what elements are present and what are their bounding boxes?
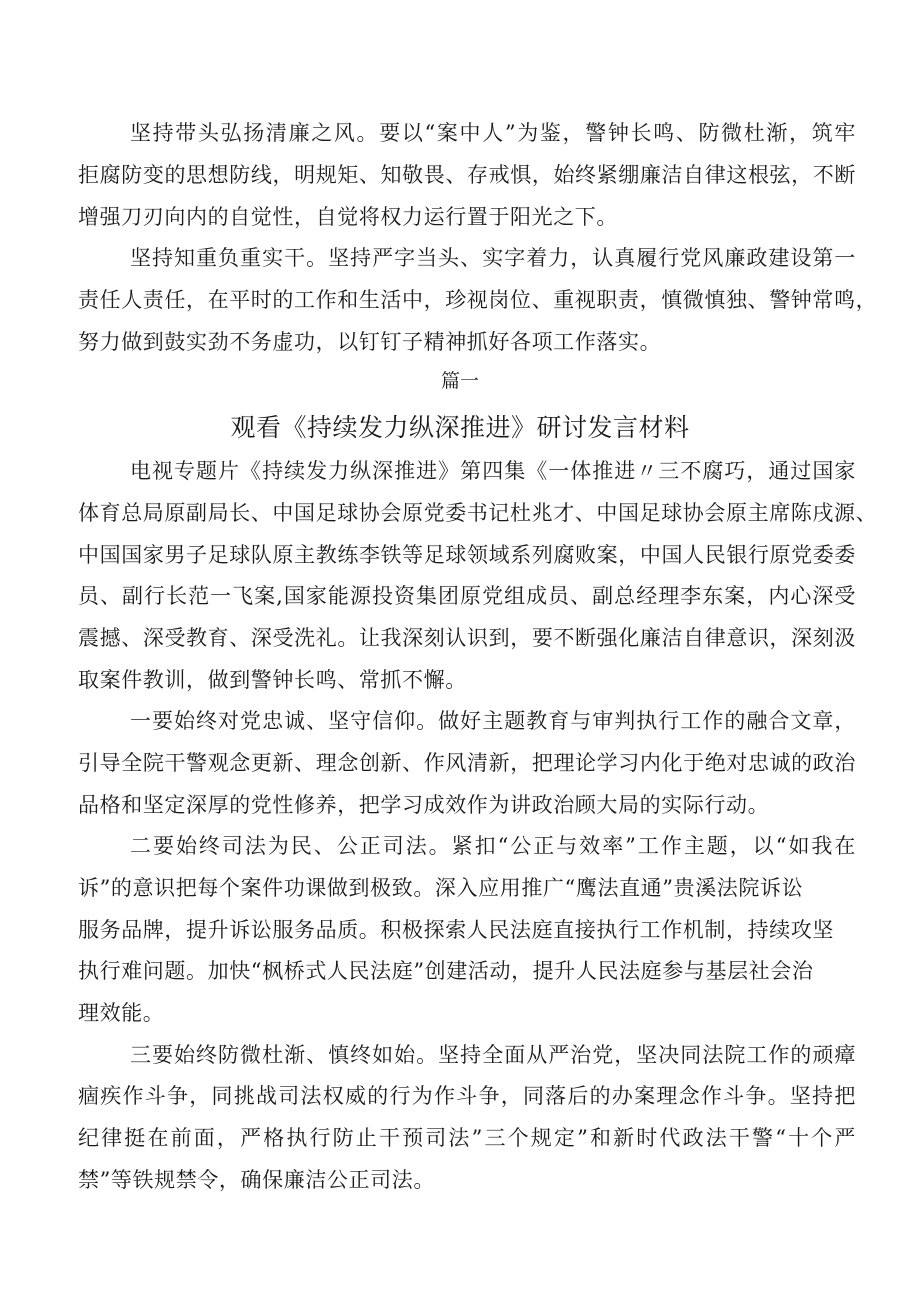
text-line: 禁”等铁规禁令，确保廉洁公正司法。 — [78, 1168, 435, 1192]
document-title: 观看《持续发力纵深推进》研讨发言材料 — [230, 413, 690, 442]
text-line: 增强刀刃向内的自觉性，自觉将权力运行置于阳光之下。 — [78, 205, 618, 229]
text-line: 服务品牌，提升诉讼服务品质。积极探索人民法庭直接执行工作机制，持续攻坚 — [78, 918, 834, 942]
text-line: 坚持知重负重实干。坚持严字当头、实字着力，认真履行党风廉政建设第一 — [130, 246, 856, 270]
text-line: 二要始终司法为民、公正司法。紧扣“公正与效率”工作主题，以“如我在 — [130, 834, 856, 858]
text-line: 引导全院干警观念更新、理念创新、作风清新，把理论学习内化于绝对忠诚的政治 — [78, 751, 856, 775]
text-line: 一要始终对党忠诚、坚守信仰。做好主题教育与审判执行工作的融合文章， — [130, 709, 856, 733]
text-line: 痼疾作斗争，同挑战司法权威的行为作斗争，同落后的办案理念作斗争。坚持把 — [78, 1084, 856, 1108]
text-line: 电视专题片《持续发力纵深推进》第四集《一体推进〃三不腐巧，通过国家 — [130, 459, 856, 483]
text-line: 诉”的意识把每个案件功课做到极致。深入应用推广“鹰法直通”贵溪法院诉讼 — [78, 876, 804, 900]
text-line: 努力做到鼓实劲不务虚功，以钉钉子精神抓好各项工作落实。 — [78, 330, 662, 354]
text-line: 理效能。 — [78, 1001, 165, 1025]
text-line: 员、副行长范一飞案,国家能源投资集团原党组成员、副总经理李东案，内心深受 — [78, 584, 856, 608]
text-line: 体育总局原副局长、中国足球协会原党委书记杜兆才、中国足球协会原主席陈戌源、 — [78, 501, 878, 525]
text-line: 责任人责任，在平时的工作和生活中，珍视岗位、重视职责，慎微慎独、警钟常鸣， — [78, 288, 878, 312]
text-line: 拒腐防变的思想防线，明规矩、知敬畏、存戒惧，始终紧绷廉洁自律这根弦，不断 — [78, 163, 856, 187]
text-line: 三要始终防微杜渐、慎终如始。坚持全面从严治党，坚决同法院工作的顽瘴 — [130, 1043, 856, 1067]
text-line: 纪律挺在前面，严格执行防止干预司法”三个规定”和新时代政法干警“十个严 — [78, 1126, 856, 1150]
text-line: 坚持带头弘扬清廉之风。要以“案中人”为鉴，警钟长鸣、防微杜渐，筑牢 — [130, 121, 856, 145]
text-line: 品格和坚定深厚的党性修养，把学习成效作为讲政治顾大局的实际行动。 — [78, 793, 770, 817]
text-line: 执行难问题。加快“枫桥式人民法庭”创建活动，提升人民法庭参与基层社会治 — [78, 959, 814, 983]
text-line: 中国国家男子足球队原主教练李铁等足球领域系列腐败案，中国人民银行原党委委 — [78, 543, 856, 567]
text-line: 取案件教训，做到警钟长鸣、常抓不懈。 — [78, 668, 467, 692]
text-line: 震撼、深受教育、深受洗礼。让我深刻认识到，要不断强化廉洁自律意识，深刻汲 — [78, 626, 856, 650]
section-mark: 篇一 — [440, 370, 479, 392]
